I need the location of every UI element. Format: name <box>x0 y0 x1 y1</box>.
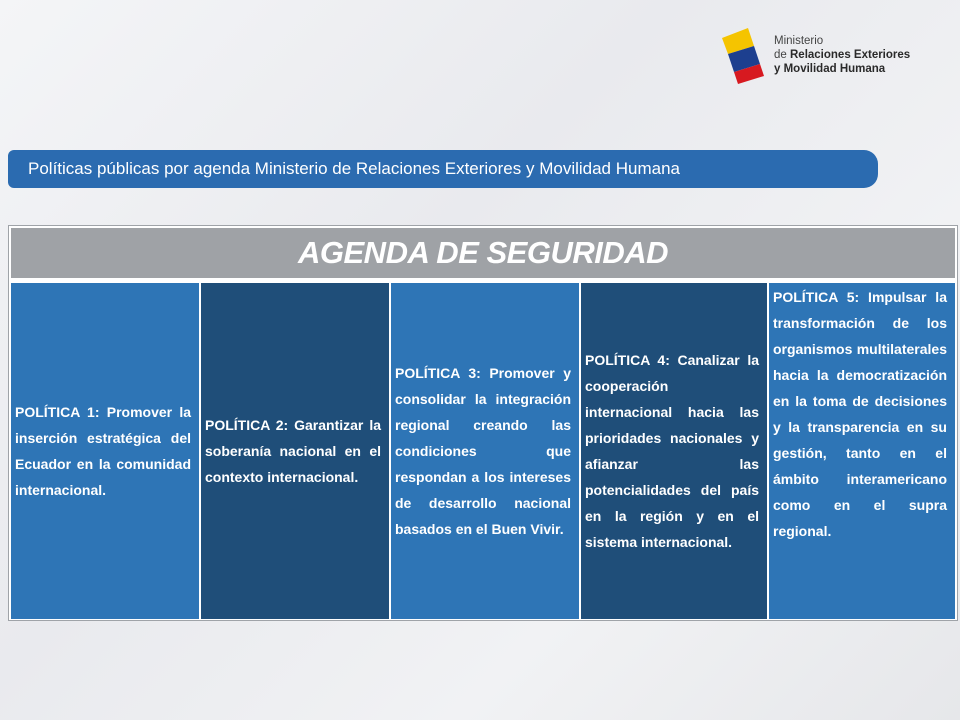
policy-text-2: POLÍTICA 2: Garantizar la soberanía nacional en el contexto internacional. <box>205 417 381 485</box>
policy-text-1: POLÍTICA 1: Promover la inserción estratégica del Ecuador en la comunidad internacional. <box>15 404 191 498</box>
policy-text-3: POLÍTICA 3: Promover y consolidar la integración regional creando las condiciones que respondan a los intereses de desarrollo nacional basados en el Buen Vivir. <box>395 365 571 537</box>
agenda-header: AGENDA DE SEGURIDAD <box>11 228 955 278</box>
ministry-logo <box>718 18 918 98</box>
logo-line-3: y Movilidad Humana <box>774 63 886 75</box>
policy-cell-2 <box>201 283 389 619</box>
logo-line-1: Ministerio <box>774 35 824 47</box>
policy-text-4: POLÍTICA 4: Canalizar la cooperación internacional hacia las prioridades nacionales y afianzar las potencialidades del país en la región y en el sistema internacional. <box>585 352 759 550</box>
policy-cell-1 <box>11 283 199 619</box>
policy-cell-4 <box>581 283 767 619</box>
policy-cell-3 <box>391 283 579 619</box>
ministry-name <box>774 34 910 76</box>
page-title-bar <box>8 150 878 188</box>
agenda-table <box>8 225 958 621</box>
page-title: Políticas públicas por agenda Ministerio de Relaciones Exteriores y Movilidad Humana <box>28 159 680 178</box>
policy-cell-5 <box>769 283 955 619</box>
logo-line-2: de Relaciones Exteriores <box>774 49 911 61</box>
ecuador-flag-logo-icon <box>718 24 772 88</box>
policy-text-5: POLÍTICA 5: Impulsar la transformación de los organismos multilaterales hacia la democratización en la toma de decisiones y la transparencia en su gestión, tanto en el ámbito interamericano como en el supra regional. <box>773 289 947 539</box>
